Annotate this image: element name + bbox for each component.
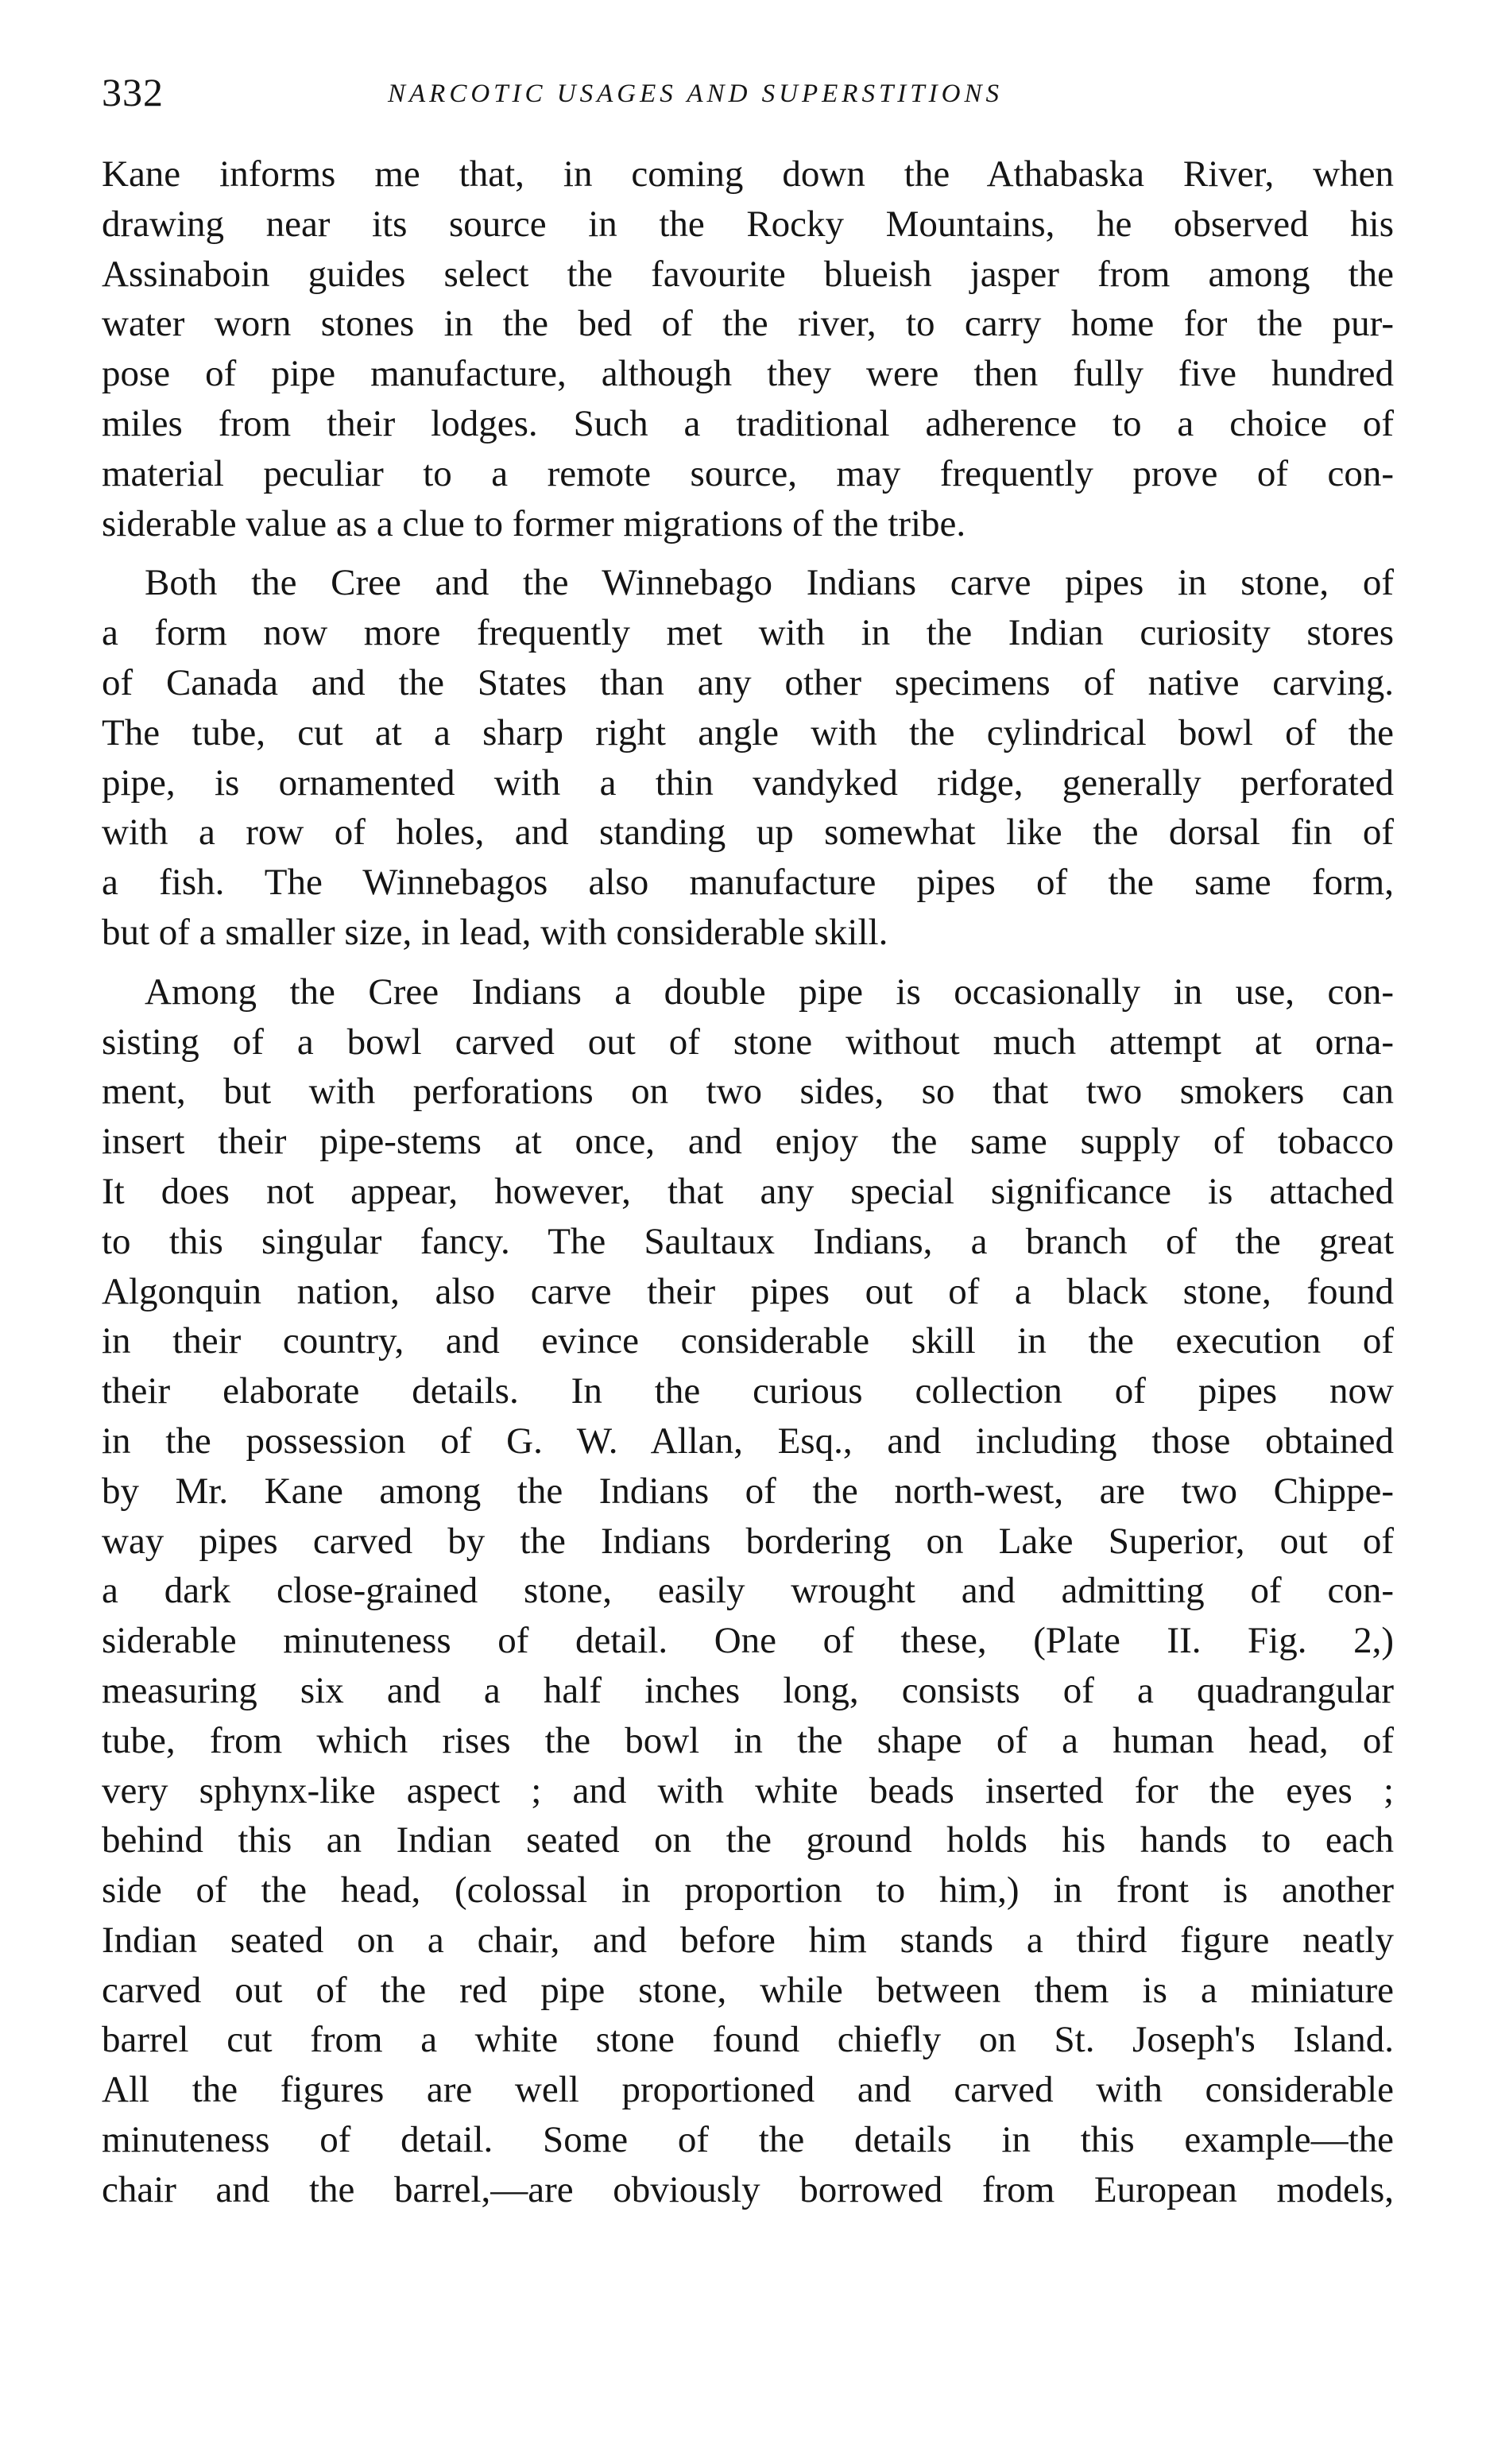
text-line: Kane informs me that, in coming down the Athabaska River, when (102, 153, 1394, 195)
text-line: pose of pipe manufacture, although they were then fully five hundred (102, 353, 1394, 395)
paragraph (102, 149, 1394, 548)
paragraph (102, 967, 1394, 2215)
text-line: All the figures are well proportioned and carved with considerable (102, 2069, 1394, 2111)
text-line: but of a smaller size, in lead, with considerable skill. (102, 911, 888, 953)
text-line: very sphynx-like aspect ; and with white beads inserted for the eyes ; (102, 1769, 1394, 1811)
text-line: Both the Cree and the Winnebago Indians carve pipes in stone, of (145, 562, 1394, 604)
text-line: sisting of a bowl carved out of stone without much attempt at orna- (102, 1021, 1394, 1063)
text-line: in the possession of G. W. Allan, Esq., and including those obtained (102, 1420, 1394, 1462)
text-line: side of the head, (colossal in proportion to him,) in front is another (102, 1869, 1394, 1912)
text-line: in their country, and evince considerable skill in the execution of (102, 1320, 1394, 1362)
text-line: siderable minuteness of detail. One of these, (Plate II. Fig. 2,) (102, 1620, 1394, 1662)
text-line: It does not appear, however, that any special significance is attached (102, 1170, 1394, 1212)
text-line: a form now more frequently met with in the Indian curiosity stores (102, 612, 1394, 654)
text-line: water worn stones in the bed of the river, to carry home for the pur- (102, 303, 1394, 345)
text-line: their elaborate details. In the curious collection of pipes now (102, 1370, 1394, 1412)
text-line: with a row of holes, and standing up somewhat like the dorsal fin of (102, 812, 1394, 854)
text-line: material peculiar to a remote source, may frequently prove of con- (102, 452, 1394, 494)
text-line: by Mr. Kane among the Indians of the north-west, are two Chippe- (102, 1470, 1394, 1512)
text-line: of Canada and the States than any other specimens of native carving. (102, 661, 1394, 703)
text-line: Indian seated on a chair, and before him stands a third figure neatly (102, 1919, 1394, 1961)
text-line: a dark close-grained stone, easily wrought and admitting of con- (102, 1570, 1394, 1612)
running-title: NARCOTIC USAGES AND SUPERSTITIONS (388, 79, 1003, 108)
text-line: drawing near its source in the Rocky Mountains, he observed his (102, 203, 1394, 245)
body-text (102, 149, 1394, 2225)
text-line: Among the Cree Indians a double pipe is occasionally in use, con- (145, 970, 1394, 1013)
text-line: pipe, is ornamented with a thin vandyked ridge, generally perforated (102, 761, 1394, 804)
running-head (102, 68, 1392, 116)
text-line: behind this an Indian seated on the ground holds his hands to each (102, 1819, 1394, 1862)
text-line: a fish. The Winnebagos also manufacture pipes of the same form, (102, 862, 1394, 904)
text-line: measuring six and a half inches long, consists of a quadrangular (102, 1669, 1394, 1711)
text-line: way pipes carved by the Indians bordering on Lake Superior, out of (102, 1520, 1394, 1562)
text-line: insert their pipe-stems at once, and enjoy the same supply of tobacco (102, 1121, 1394, 1163)
text-line: ment, but with perforations on two sides, so that two smokers can (102, 1071, 1394, 1113)
page-number: 332 (102, 70, 164, 114)
text-line: to this singular fancy. The Saultaux Indians, a branch of the great (102, 1220, 1394, 1262)
text-line: The tube, cut at a sharp right angle with the cylindrical bowl of the (102, 711, 1394, 754)
text-line: carved out of the red pipe stone, while between them is a miniature (102, 1969, 1394, 2011)
text-line: chair and the barrel,—are obviously borrowed from European models, (102, 2168, 1394, 2210)
text-line: Assinaboin guides select the favourite blueish jasper from among the (102, 253, 1394, 295)
text-line: Algonquin nation, also carve their pipes out of a black stone, found (102, 1270, 1394, 1312)
text-line: tube, from which rises the bowl in the shape of a human head, of (102, 1719, 1394, 1761)
paragraph (102, 558, 1394, 957)
text-line: siderable value as a clue to former migrations of the tribe. (102, 502, 966, 544)
text-line: barrel cut from a white stone found chiefly on St. Joseph's Island. (102, 2019, 1394, 2061)
text-line: minuteness of detail. Some of the details in this example—the (102, 2119, 1394, 2161)
text-line: miles from their lodges. Such a traditional adherence to a choice of (102, 402, 1394, 444)
